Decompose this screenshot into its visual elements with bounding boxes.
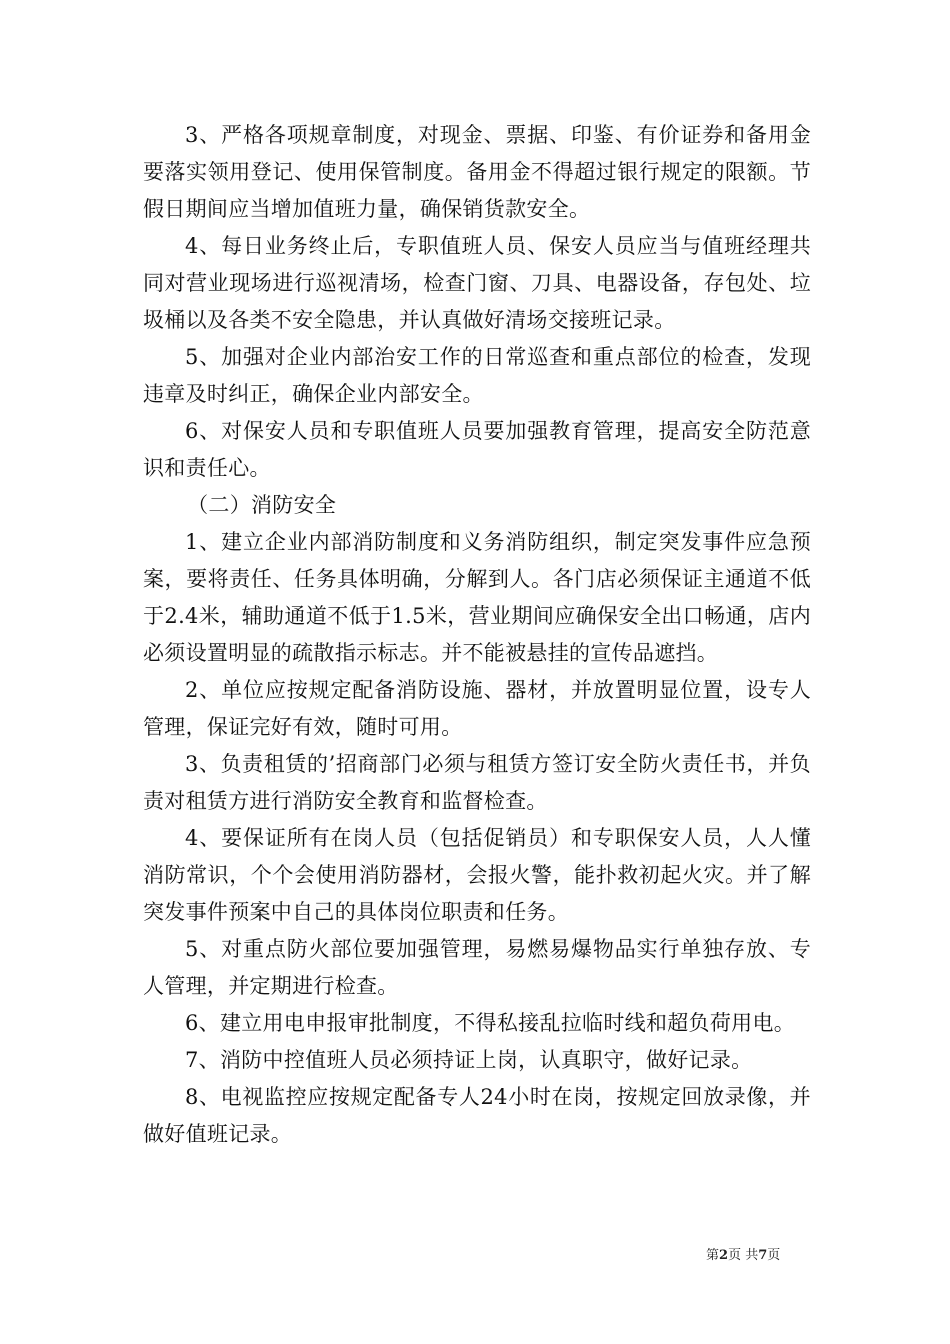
paragraph-guard-education: 6、对保安人员和专职值班人员要加强教育管理，提高安全防范意识和责任心。	[143, 419, 811, 480]
section-heading-fire-safety: （二）消防安全	[187, 493, 337, 517]
paragraph-electricity-approval: 6、建立用电申报审批制度，不得私接乱拉临时线和超负荷用电。	[185, 1011, 796, 1035]
paragraph-leasing-responsibility: 3、负责租赁的’招商部门必须与租赁方签订安全防火责任书，并负责对租赁方进行消防安全教育和监督检查。	[143, 752, 811, 813]
paragraph-fire-organization: 1、建立企业内部消防制度和义务消防组织，制定突发事件应急预案，要将责任、任务具体明确，分解到人。各门店必须保证主通道不低于2.4米，辅助通道不低于1.5米，营业期间应确保安全出口畅通，店内必须设置明显的疏散指示标志。并不能被悬挂的宣传品遮挡。	[143, 530, 811, 665]
footer-suffix: 页	[767, 1248, 781, 1263]
document-body	[143, 117, 811, 1153]
paragraph-daily-closing-patrol: 4、每日业务终止后，专职值班人员、保安人员应当与值班经理共同对营业现场进行巡视清场，检查门窗、刀具、电器设备，存包处、垃圾桶以及各类不安全隐患，并认真做好清场交接班记录。	[143, 234, 811, 332]
current-page-number: 2	[719, 1248, 729, 1263]
paragraph-fire-control-duty: 7、消防中控值班人员必须持证上岗，认真职守，做好记录。	[185, 1048, 753, 1072]
paragraph-cash-management: 3、严格各项规章制度，对现金、票据、印鉴、有价证券和备用金要落实领用登记、使用保管制度。备用金不得超过银行规定的限额。节假日期间应当增加值班力量，确保销货款安全。	[143, 123, 811, 221]
page-number-footer	[706, 1248, 780, 1264]
paragraph-staff-fire-knowledge: 4、要保证所有在岗人员（包括促销员）和专职保安人员，人人懂消防常识，个个会使用消防器材，会报火警，能扑救初起火灾。并了解突发事件预案中自己的具体岗位职责和任务。	[143, 826, 811, 924]
paragraph-key-fire-areas: 5、对重点防火部位要加强管理，易燃易爆物品实行单独存放、专人管理，并定期进行检查。	[143, 937, 811, 998]
footer-prefix: 第	[706, 1248, 720, 1263]
footer-middle: 页 共	[728, 1248, 759, 1263]
total-page-number: 7	[758, 1248, 768, 1263]
paragraph-video-monitoring: 8、电视监控应按规定配备专人24小时在岗，按规定回放录像，并做好值班记录。	[143, 1085, 811, 1146]
paragraph-internal-security-inspection: 5、加强对企业内部治安工作的日常巡查和重点部位的检查，发现违章及时纠正，确保企业内部安全。	[143, 345, 811, 406]
paragraph-fire-equipment: 2、单位应按规定配备消防设施、器材，并放置明显位置，设专人管理，保证完好有效，随时可用。	[143, 678, 811, 739]
